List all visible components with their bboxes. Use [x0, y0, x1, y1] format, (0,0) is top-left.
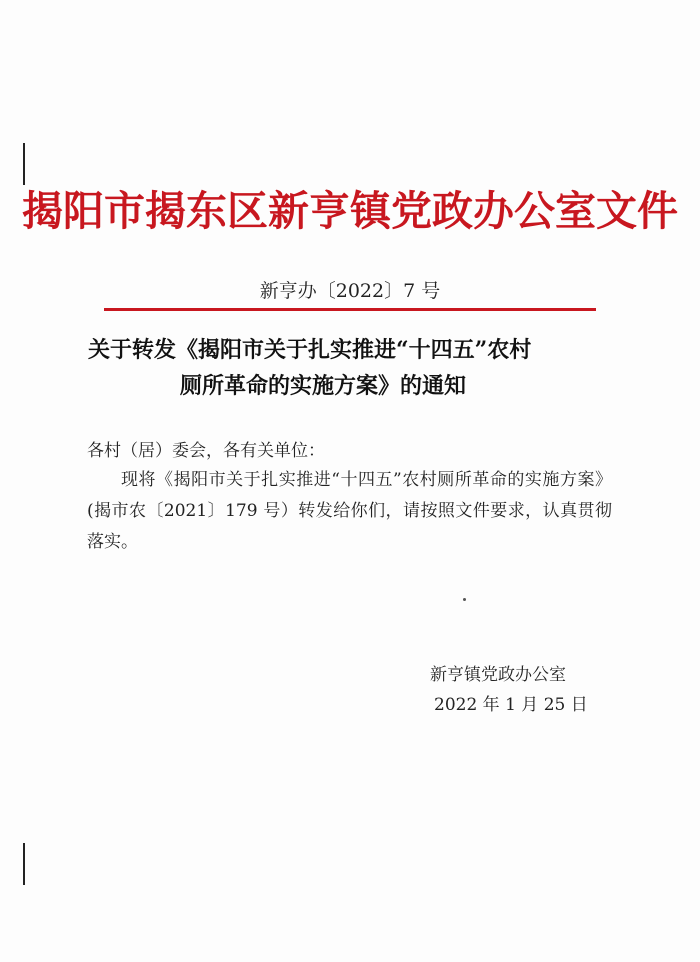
scan-speck — [463, 598, 466, 601]
notice-title-line-2: 厕所革命的实施方案》的通知 — [180, 373, 467, 399]
salutation: 各村（居）委会，各有关单位： — [87, 441, 325, 461]
issue-date: 2022 年 1 月 25 日 — [434, 695, 588, 715]
notice-title-line-1: 关于转发《揭阳市关于扎实推进“十四五”农村 — [88, 337, 532, 363]
binding-mark-bottom — [23, 843, 25, 885]
document-number: 新亨办〔2022〕7 号 — [259, 280, 441, 302]
body-paragraph: 现将《揭阳市关于扎实推进“十四五”农村厕所革命的实施方案》(揭市农〔2021〕179 号）转发给你们，请按照文件要求，认真贯彻落实。 — [87, 470, 612, 552]
red-divider-line — [104, 308, 596, 311]
red-header-title: 揭阳市揭东区新亨镇党政办公室文件 — [22, 187, 678, 235]
signing-office: 新亨镇党政办公室 — [430, 665, 566, 685]
